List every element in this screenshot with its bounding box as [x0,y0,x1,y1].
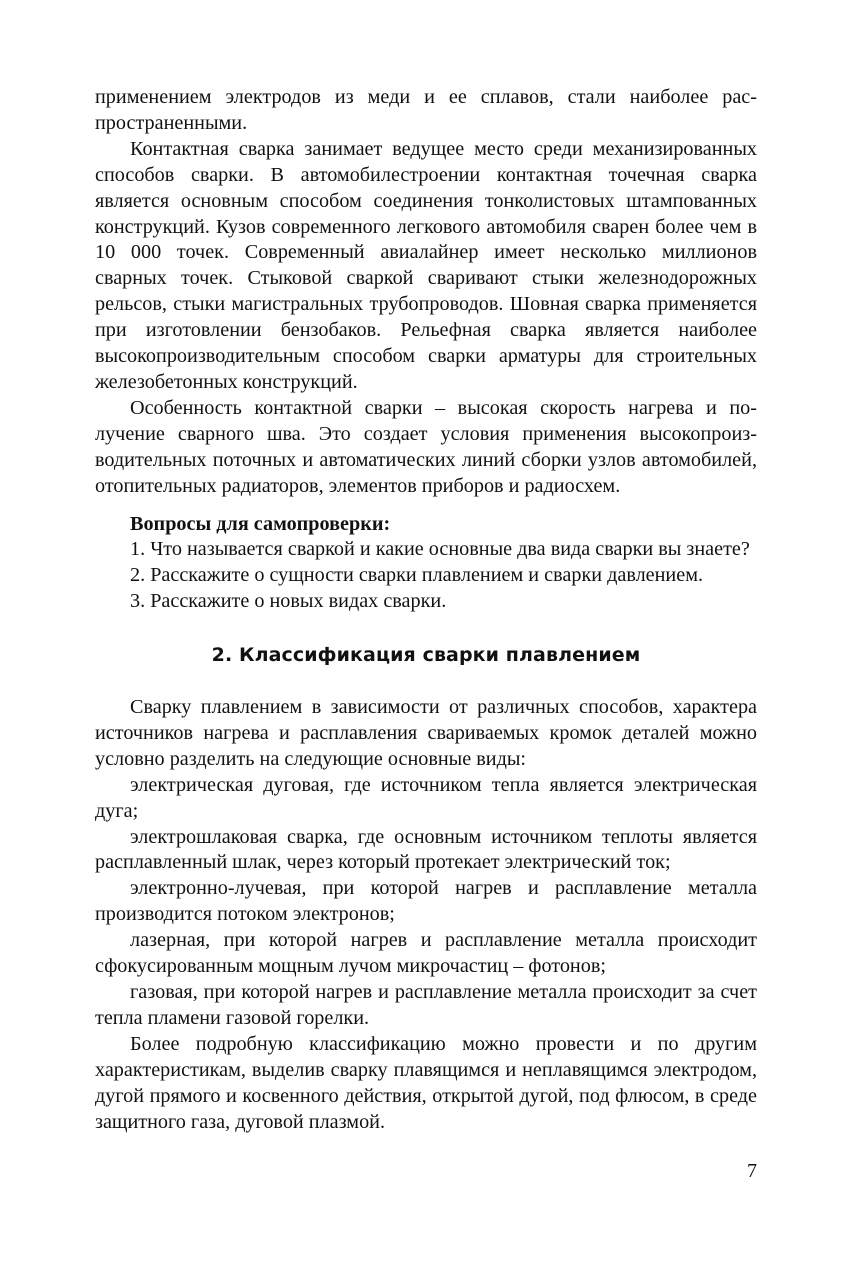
question-item-1: 1. Что называется сваркой и какие основные два вида сварки вы знаете? [130,538,750,561]
list-item-arc: электрическая дуговая, где источником тепла является электрическая дуга; [95,773,757,822]
paragraph-detailed-classification: Более подробную классификацию можно провести и по другим характеристикам, выделив сварку плавящимся и неплавящимся электродом, дугой прямого и косвенного действия, открытой дугой, под флюсом, в среде защитного газа, дуговой плазмой. [95,1032,757,1133]
questions-title: Вопросы для самопроверки: [130,512,391,535]
page-number: 7 [747,1160,757,1182]
paragraph-contact-features: Особенность контактной сварки – высокая скорость нагрева и получение сварного шва. Это создает условия применения высокопроизводительных поточных и автоматических линий сборки узлов автомобилей, отопительных радиаторов, элементов приборов и радиосхем. [95,396,757,497]
paragraph-contact-welding: Контактная сварка занимает ведущее место среди механизированных способов сварки. В автомобилестроении контактная точечная сварка является основным способом соединения тонколистовых штампованных конструкций. Кузов современного легкового автомобиля сварен более чем в 10 000 точек. Современный авиалайнер имеет несколько миллионов сварных точек. Стыковой сваркой сваривают стыки железнодорожных рельсов, стыки магистральных трубопроводов. Шовная сварка применяется при изготовлении бензобаков. Рельефная сварка является наиболее высокопроизводительным способом сварки арматуры для строительных железобетонных конструкций. [95,137,757,393]
question-item-3: 3. Расскажите о новых видах сварки. [130,590,447,613]
list-item-laser: лазерная, при которой нагрев и расплавление металла происходит сфокусированным мощным лучом микрочастиц – фотонов; [95,929,757,978]
section-title: 2. Классификация сварки плавлением [211,644,641,667]
list-item-electron-beam: электронно-лучевая, при которой нагрев и расплавление металла производится потоком электронов; [95,877,757,926]
list-item-gas: газовая, при которой нагрев и расплавление металла происходит за счет тепла пламени газовой горелки. [95,981,757,1029]
list-item-electroslag: электрошлаковая сварка, где основным источником теплоты является расплавленный шлак, через который протекает электрический ток; [95,825,757,874]
question-item-2: 2. Расскажите о сущности сварки плавлением и сварки давлением. [130,564,704,587]
paragraph-classification-intro: Сварку плавлением в зависимости от различных способов, характера источников нагрева и расплавления свариваемых кромок деталей можно условно разделить на следующие основные виды: [95,696,757,770]
paragraph-continuation: применением электродов из меди и ее сплавов, стали наиболее распространенными. [95,86,757,134]
page-body [95,85,757,1135]
